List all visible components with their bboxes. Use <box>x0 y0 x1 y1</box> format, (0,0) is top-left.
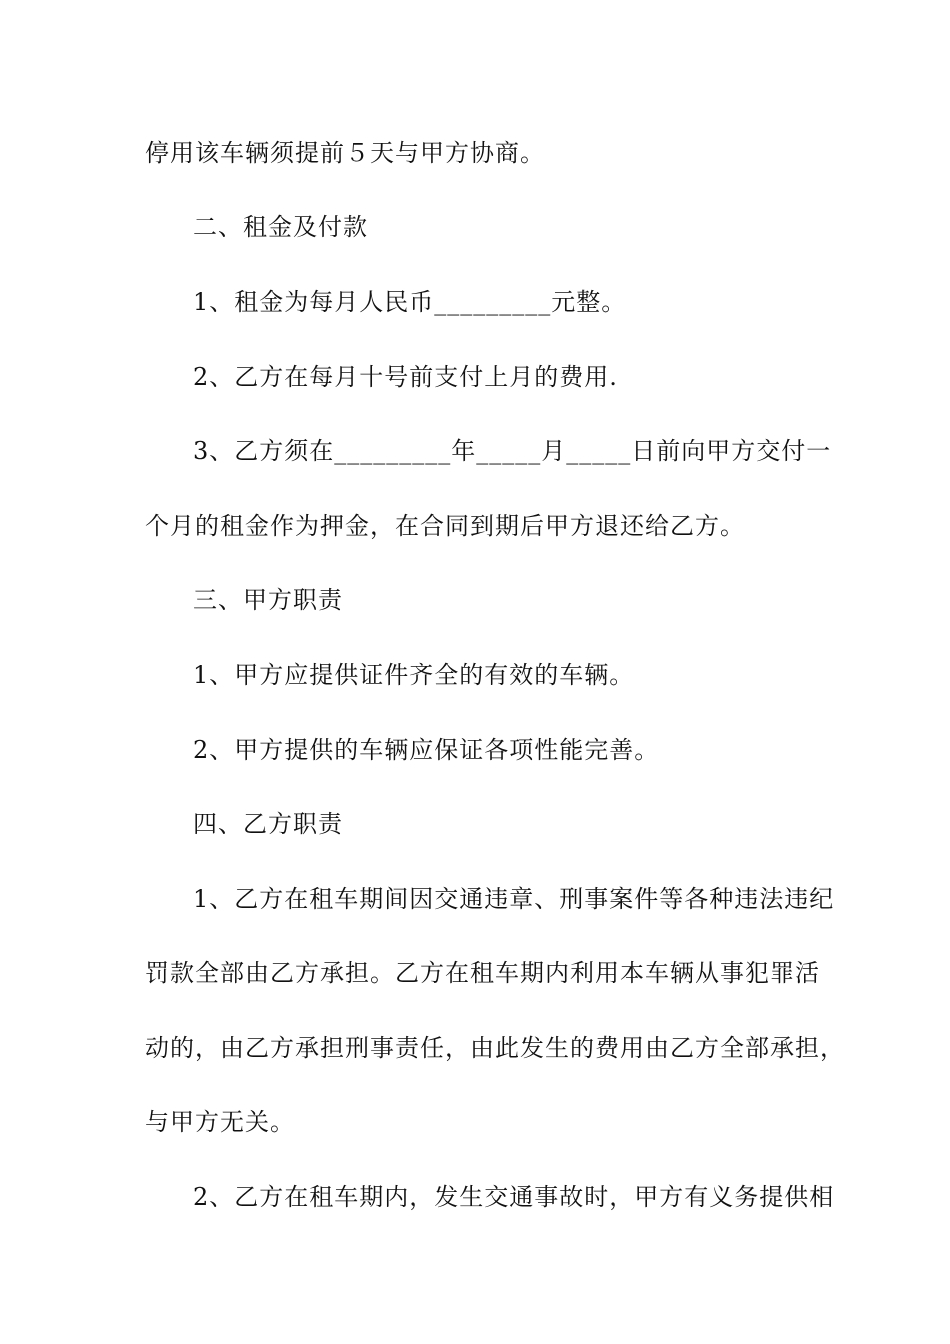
paragraph-line: 停用该车辆须提前５天与甲方协商。 <box>145 139 545 167</box>
paragraph-line: 2、乙方在租车期内，发生交通事故时，甲方有义务提供相 <box>193 1183 835 1211</box>
section-heading-party-a: 三、甲方职责 <box>193 586 343 614</box>
paragraph-line: 个月的租金作为押金，在合同到期后甲方退还给乙方。 <box>145 512 745 540</box>
paragraph-line: 1、甲方应提供证件齐全的有效的车辆。 <box>193 661 635 689</box>
paragraph-line: 3、乙方须在_________年_____月_____日前向甲方交付一 <box>193 437 832 465</box>
paragraph-line: 与甲方无关。 <box>145 1108 295 1136</box>
paragraph-line: 罚款全部由乙方承担。乙方在租车期内利用本车辆从事犯罪活 <box>145 959 820 987</box>
section-heading-rent: 二、租金及付款 <box>193 213 368 241</box>
paragraph-line: 1、租金为每月人民币_________元整。 <box>193 288 627 316</box>
paragraph-line: 1、乙方在租车期间因交通违章、刑事案件等各种违法违纪 <box>193 885 835 913</box>
paragraph-line: 2、乙方在每月十号前支付上月的费用. <box>193 363 618 391</box>
section-heading-party-b: 四、乙方职责 <box>193 810 343 838</box>
paragraph-line: 动的，由乙方承担刑事责任，由此发生的费用由乙方全部承担， <box>145 1034 845 1062</box>
paragraph-line: 2、甲方提供的车辆应保证各项性能完善。 <box>193 736 660 764</box>
